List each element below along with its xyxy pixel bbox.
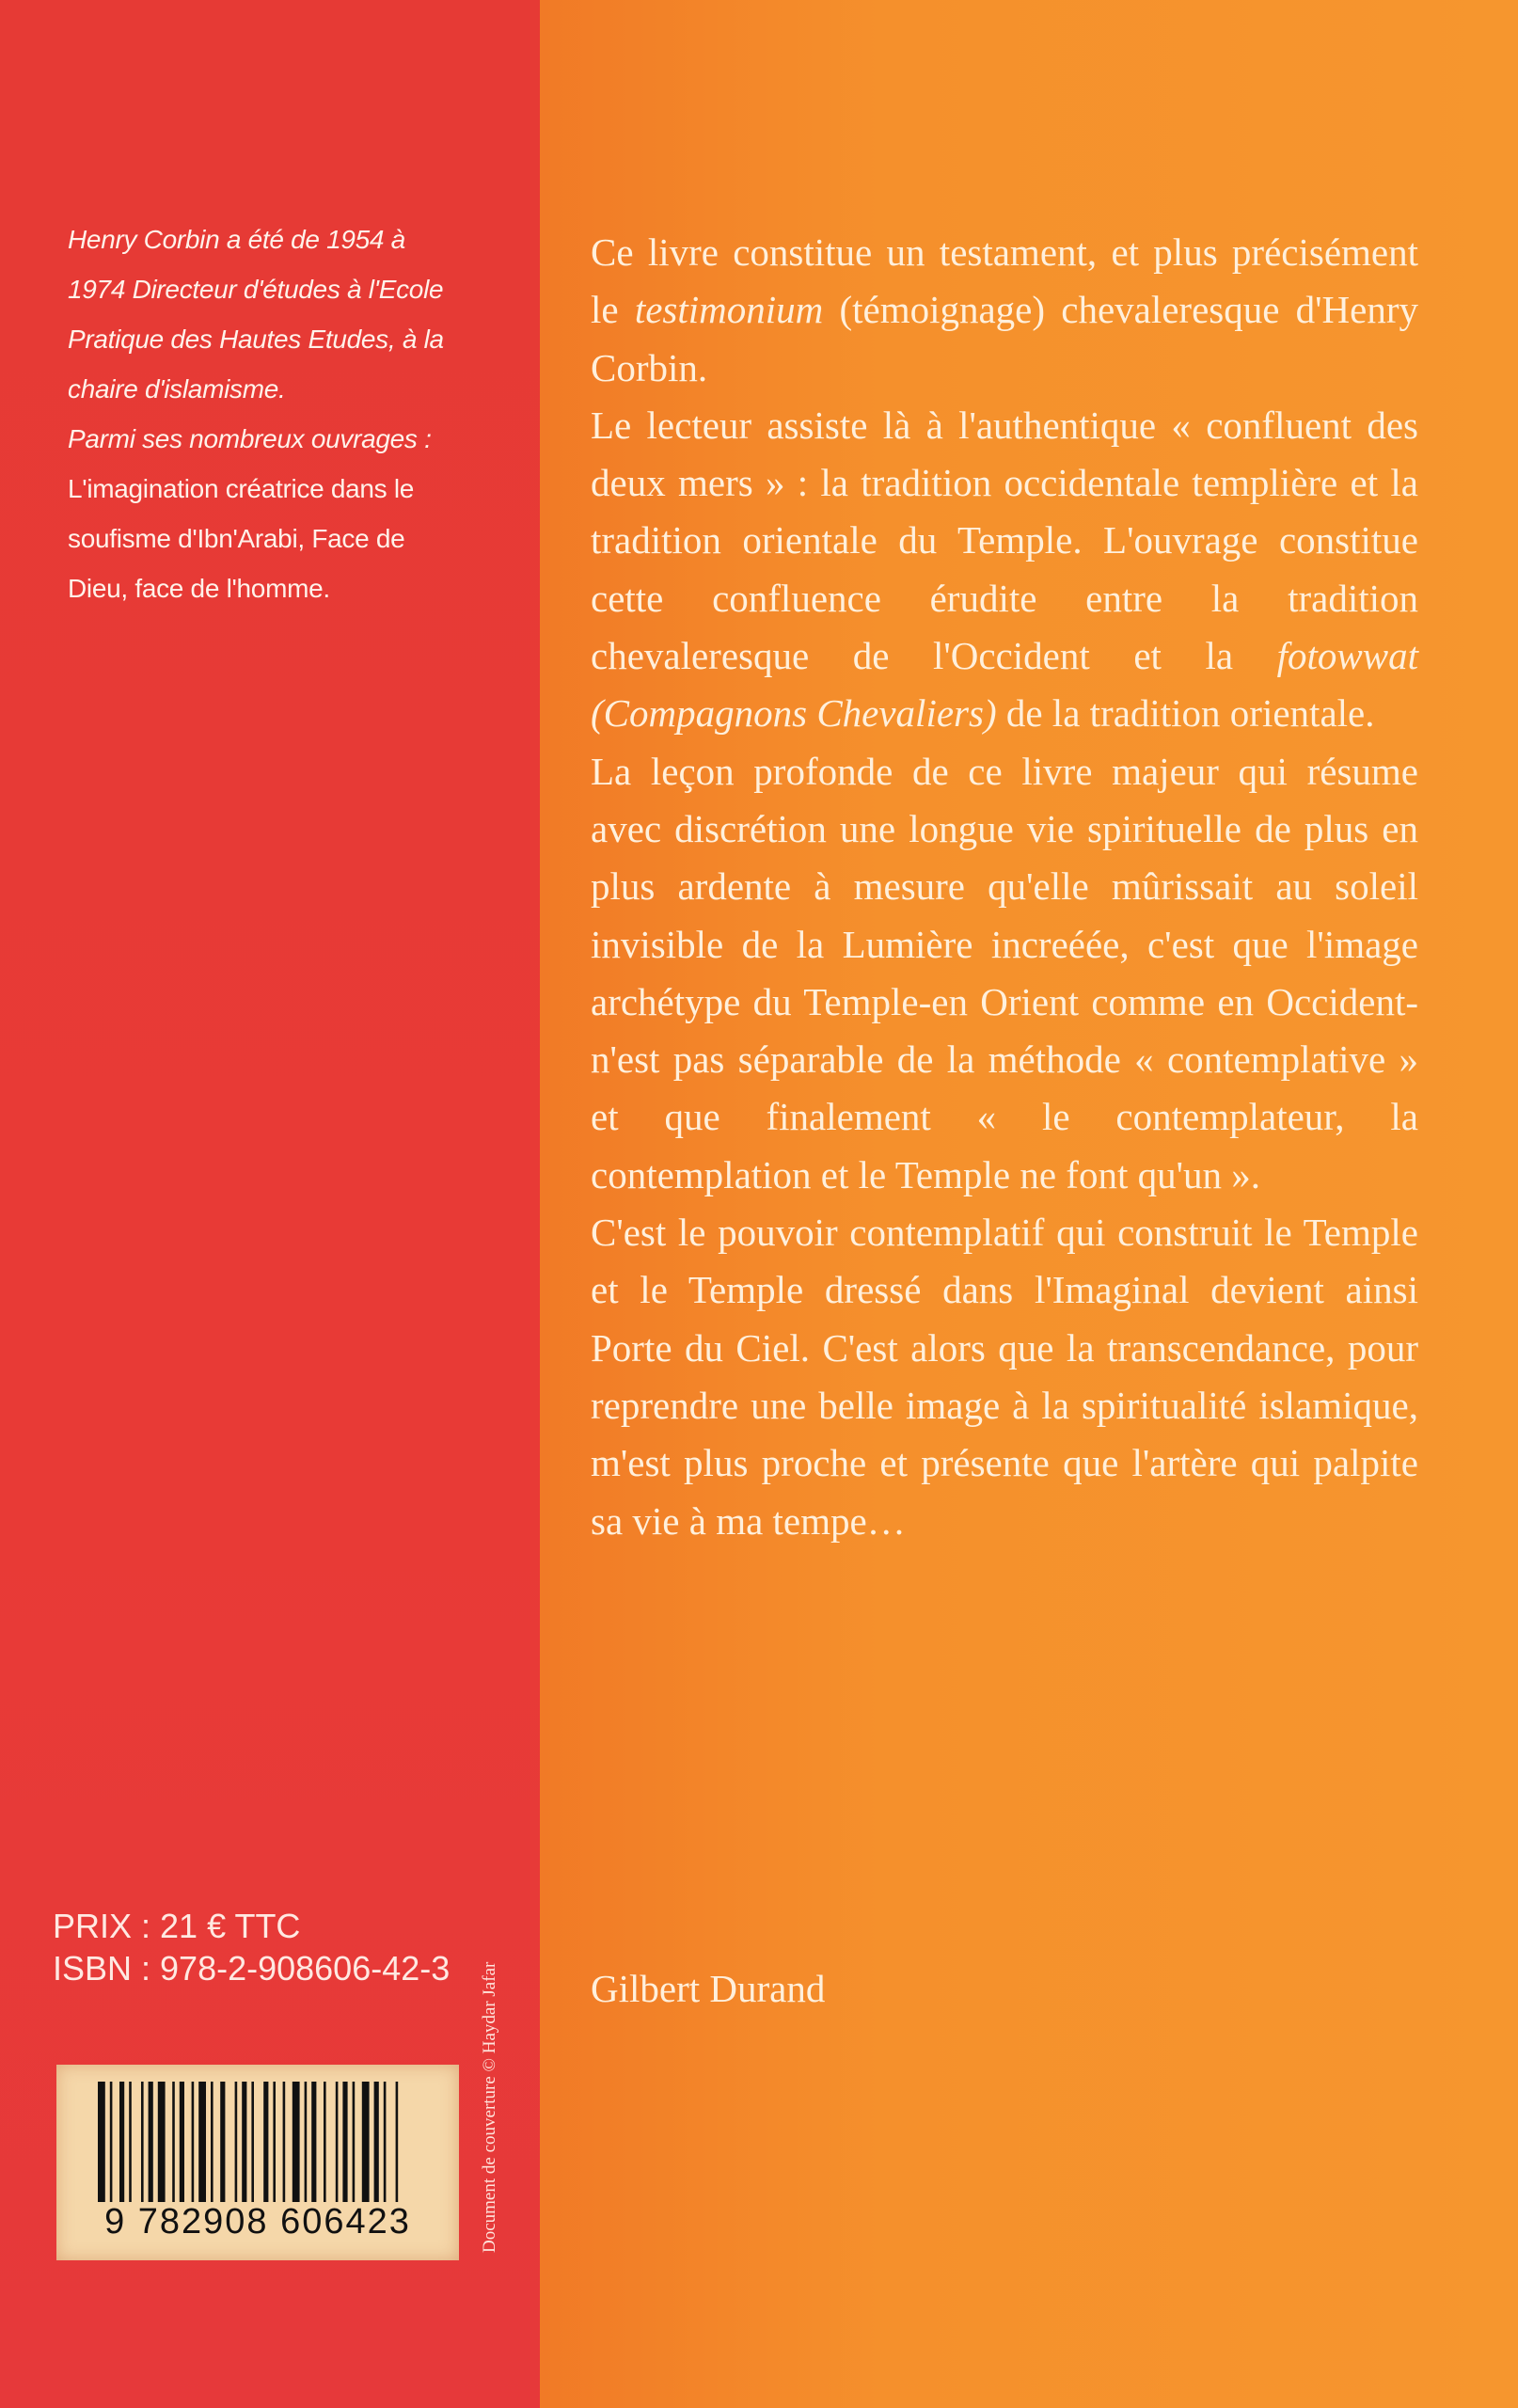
paragraph-lecon: La leçon profonde de ce livre majeur qui résume avec discrétion une longue vie spirituelle de plus en plus ardente à mesure qu'elle mûrissait au soleil invisible de la Lumière increéée, c'est que l'image archétype du Temple-en Orient comme en Occident- n'est pas séparable de la méthode « contemplative » et que finalement « le contemplateur, la contemplation et le Temple ne font qu'un ». xyxy=(591,749,1418,1196)
barcode-number: 9 782908 606423 xyxy=(104,2202,411,2242)
author-bio-paragraph: Henry Corbin a été de 1954 à 1974 Directeur d'études à l'Ecole Pratique des Hautes Etudes, à la chaire d'islamisme. xyxy=(68,225,444,404)
barcode-icon xyxy=(56,2065,459,2206)
text-span: (témoignage) chevaleresque d'Henry Corbin. xyxy=(591,288,1419,389)
price-isbn-block xyxy=(53,1905,450,1989)
cover-credit: Document de couverture © Haydar Jafar xyxy=(480,1961,499,2253)
back-cover-text xyxy=(591,224,1418,1550)
text-span: Le lecteur assiste là à l'authentique « confluent des deux mers » : la tradition occidentale templière et la tradition orientale du Temple. L'ouvrage constitue cette confluence érudite entre la tradition chevaleresque de l'Occident et la xyxy=(591,403,1418,678)
author-bio xyxy=(68,214,463,613)
barcode-sticker xyxy=(56,2065,459,2260)
italic-term: testimonium xyxy=(634,288,824,332)
paragraph-pouvoir: C'est le pouvoir contemplatif qui construit le Temple et le Temple dressé dans l'Imaginal devient ainsi Porte du Ciel. C'est alors que la transcendance, pour reprendre une belle image à la spiritualité islamique, m'est plus proche et présente que l'artère qui palpite sa vie à ma tempe… xyxy=(591,1211,1418,1543)
text-span: Ce livre constitue un testament, et plus précisément le xyxy=(591,230,1418,332)
italic-term: fotowwat (Compagnons Chevaliers) xyxy=(591,634,1418,736)
isbn-text: ISBN : 978-2-908606-42-3 xyxy=(53,1949,451,1988)
price-text: PRIX : 21 € TTC xyxy=(53,1907,301,1945)
text-span: de la tradition orientale. xyxy=(996,691,1375,736)
works-list: L'imagination créatrice dans le soufisme d'Ibn'Arabi, Face de Dieu, face de l'homme. xyxy=(68,474,415,603)
signature: Gilbert Durand xyxy=(591,1967,826,2010)
works-intro: Parmi ses nombreux ouvrages : xyxy=(68,424,432,453)
paragraph-confluent xyxy=(591,397,1418,743)
paragraph-testament xyxy=(591,224,1418,397)
